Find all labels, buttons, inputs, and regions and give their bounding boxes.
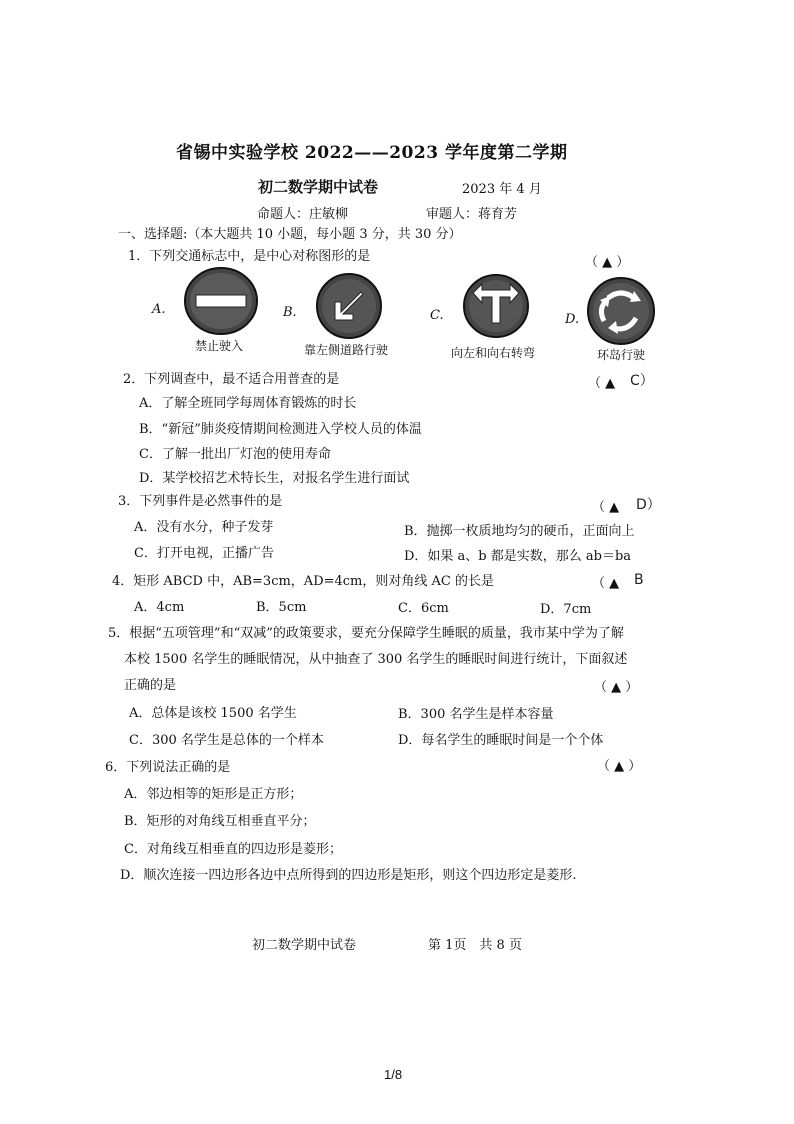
q2-option-d: D．某学校招艺术特长生，对报名学生进行面试 (139, 471, 410, 486)
keep-left-icon (315, 272, 383, 340)
q6-option-a: A．邻边相等的矩形是正方形； (124, 787, 303, 802)
q5-option-a: A．总体是该校 1500 名学生 (129, 706, 297, 721)
q5-stem-line-1: 5．根据“五项管理”和“双减”的政策要求，要充分保障学生睡眠的质量，我市某中学为了解 (108, 626, 624, 641)
q2-stem: 2．下列调查中，最不适合用普查的是 (123, 372, 340, 387)
q4-stem: 4．矩形 ABCD 中，AB=3cm，AD=4cm，则对角线 AC 的长是 (112, 574, 494, 589)
q3-stem: 3．下列事件是必然事件的是 (118, 494, 283, 509)
exam-reviewer: 审题人：蒋育芳 (426, 207, 518, 222)
q4-option-c: C．6cm (398, 601, 449, 616)
keep-left-sign (315, 272, 383, 340)
roundabout-sign (586, 276, 656, 346)
q2-option-b: B．“新冠”肺炎疫情期间检测进入学校人员的体温 (139, 422, 422, 437)
q3-option-a: A．没有水分，种子发芽 (134, 520, 274, 535)
roundabout-icon (586, 276, 656, 346)
q1-option-b: B. (283, 305, 297, 320)
q3-answer-bracket: （ ▲ (592, 500, 620, 515)
q1-caption-d: 环岛行驶 (597, 348, 646, 362)
q3-option-c: C．打开电视，正播广告 (134, 546, 274, 561)
q5-answer-bracket: （ ▲ ） (594, 680, 639, 695)
exam-author: 命题人：庄敏柳 (257, 207, 349, 222)
q4-option-d: D．7cm (540, 602, 592, 617)
q1-option-c: C. (430, 308, 444, 323)
exam-title: 省锡中实验学校 2022——2023 学年度第二学期 (176, 143, 568, 163)
section-heading: 一、选择题:（本大题共 10 小题，每小题 3 分，共 30 分） (118, 227, 462, 242)
footer-label: 初二数学期中试卷 (252, 938, 357, 953)
q3-option-d: D．如果 a、b 都是实数，那么 ab＝ba (404, 549, 632, 564)
no-entry-icon (183, 266, 259, 336)
q3-handwritten-answer: D） (636, 497, 661, 513)
q2-answer-bracket: （ ▲ (588, 376, 616, 391)
turn-left-right-sign (462, 273, 530, 339)
q5-option-b: B．300 名学生是样本容量 (398, 707, 554, 722)
exam-date: 2023 年 4 月 (462, 182, 542, 197)
exam-subtitle: 初二数学期中试卷 (258, 178, 379, 196)
q6-option-d: D．顺次连接一四边形各边中点所得到的四边形是矩形，则这个四边形定是菱形. (120, 868, 577, 883)
no-entry-sign (183, 266, 259, 336)
page-counter: 1/8 (384, 1067, 403, 1082)
q6-answer-bracket: （ ▲ ） (597, 759, 642, 774)
q4-option-a: A．4cm (134, 600, 185, 615)
q1-caption-c: 向左和向右转弯 (451, 346, 536, 360)
q4-handwritten-answer: B (634, 572, 644, 588)
q6-option-b: B．矩形的对角线互相垂直平分； (124, 814, 316, 829)
q1-caption-a: 禁止驶入 (195, 339, 244, 353)
q5-stem-line-3: 正确的是 (124, 678, 177, 693)
q1-answer-bracket: （ ▲ ） (585, 255, 630, 270)
q6-stem: 6．下列说法正确的是 (105, 760, 231, 775)
q1-stem: 1．下列交通标志中，是中心对称图形的是 (128, 249, 371, 264)
q4-answer-bracket: （ ▲ (592, 576, 620, 591)
q4-option-b: B．5cm (256, 600, 307, 615)
turn-left-right-icon (462, 273, 530, 339)
q2-handwritten-answer: C） (630, 373, 654, 389)
q1-caption-b: 靠左侧道路行驶 (304, 343, 389, 357)
footer-page: 第 1页 共 8 页 (428, 938, 522, 953)
q5-option-d: D．每名学生的睡眠时间是一个个体 (398, 733, 604, 748)
q1-option-a: A. (152, 302, 166, 317)
q2-option-c: C．了解一批出厂灯泡的使用寿命 (139, 447, 331, 462)
q3-option-b: B．抛掷一枚质地均匀的硬币，正面向上 (404, 524, 635, 539)
q1-option-d: D. (565, 312, 580, 327)
q5-stem-line-2: 本校 1500 名学生的睡眠情况，从中抽查了 300 名学生的睡眠时间进行统计，下面叙述 (124, 652, 628, 667)
q5-option-c: C．300 名学生是总体的一个样本 (129, 733, 324, 748)
q2-option-a: A．了解全班同学每周体育锻炼的时长 (139, 396, 357, 411)
q6-option-c: C．对角线互相垂直的四边形是菱形； (124, 842, 342, 857)
